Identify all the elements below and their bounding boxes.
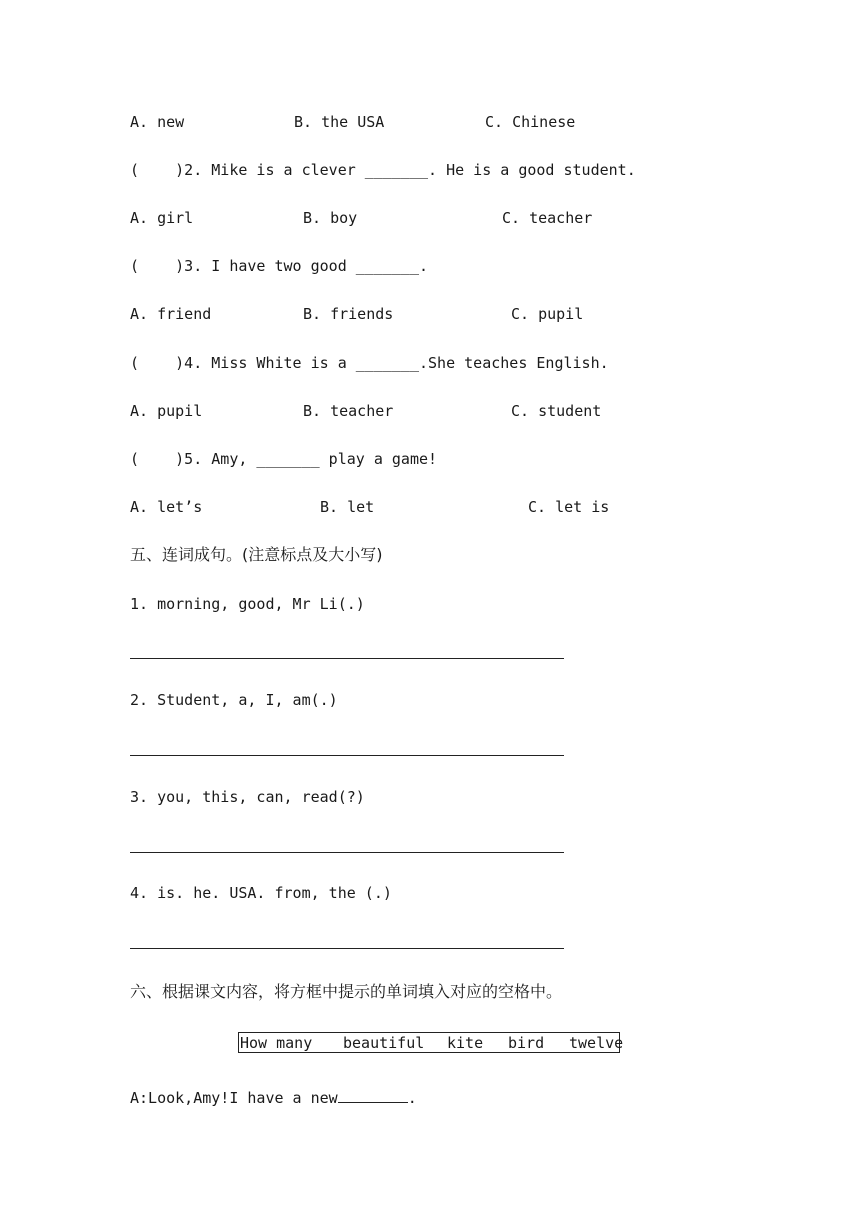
section-5-item-2: 2. Student, a, I, am(.) (130, 691, 338, 709)
q4-option-c: C. student (511, 402, 602, 420)
dialogue-line (130, 1088, 417, 1108)
q5-option-c: C. let is (528, 498, 610, 516)
question-3: ( )3. I have two good _______. (130, 257, 429, 275)
q4-option-a: A. pupil (130, 402, 203, 420)
answer-line-1[interactable] (130, 658, 564, 659)
answer-line-4[interactable] (130, 948, 564, 949)
q3-option-a: A. friend (130, 305, 212, 323)
section-5-item-3: 3. you, this, can, read(?) (130, 788, 365, 806)
section-5-heading: 五、连词成句。(注意标点及大小写) (130, 545, 383, 564)
section-5-item-1: 1. morning, good, Mr Li(.) (130, 595, 365, 613)
answer-line-2[interactable] (130, 755, 564, 756)
q1-option-b: B. the USA (294, 113, 385, 131)
dialogue-text: A:Look,Amy!I have a new (130, 1089, 338, 1107)
q4-option-b: B. teacher (303, 402, 394, 420)
word-bank-item: How many (240, 1034, 313, 1052)
q5-option-a: A. let’s (130, 498, 203, 516)
word-bank-box (238, 1032, 624, 1053)
dialogue-end: . (407, 1089, 417, 1107)
section-6-heading: 六、根据课文内容，将方框中提示的单词填入对应的空格中。 (130, 982, 563, 1001)
answer-line-3[interactable] (130, 852, 564, 853)
q2-option-c: C. teacher (502, 209, 593, 227)
word-bank-item: kite (447, 1034, 484, 1052)
q5-option-b: B. let (320, 498, 375, 516)
word-bank-item: twelve (569, 1034, 624, 1052)
question-2: ( )2. Mike is a clever _______. He is a good student. (130, 161, 636, 179)
q3-option-c: C. pupil (511, 305, 584, 323)
q1-option-a: A. new (130, 113, 185, 131)
q3-option-b: B. friends (303, 305, 394, 323)
section-5-item-4: 4. is. he. USA. from, the (.) (130, 884, 392, 902)
q2-option-b: B. boy (303, 209, 358, 227)
fill-blank[interactable] (338, 1088, 408, 1103)
question-4: ( )4. Miss White is a _______.She teaches English. (130, 354, 609, 372)
word-bank-item: beautiful (343, 1034, 425, 1052)
q1-option-c: C. Chinese (485, 113, 576, 131)
question-5: ( )5. Amy, _______ play a game! (130, 450, 438, 468)
word-bank-item: bird (508, 1034, 545, 1052)
q2-option-a: A. girl (130, 209, 194, 227)
